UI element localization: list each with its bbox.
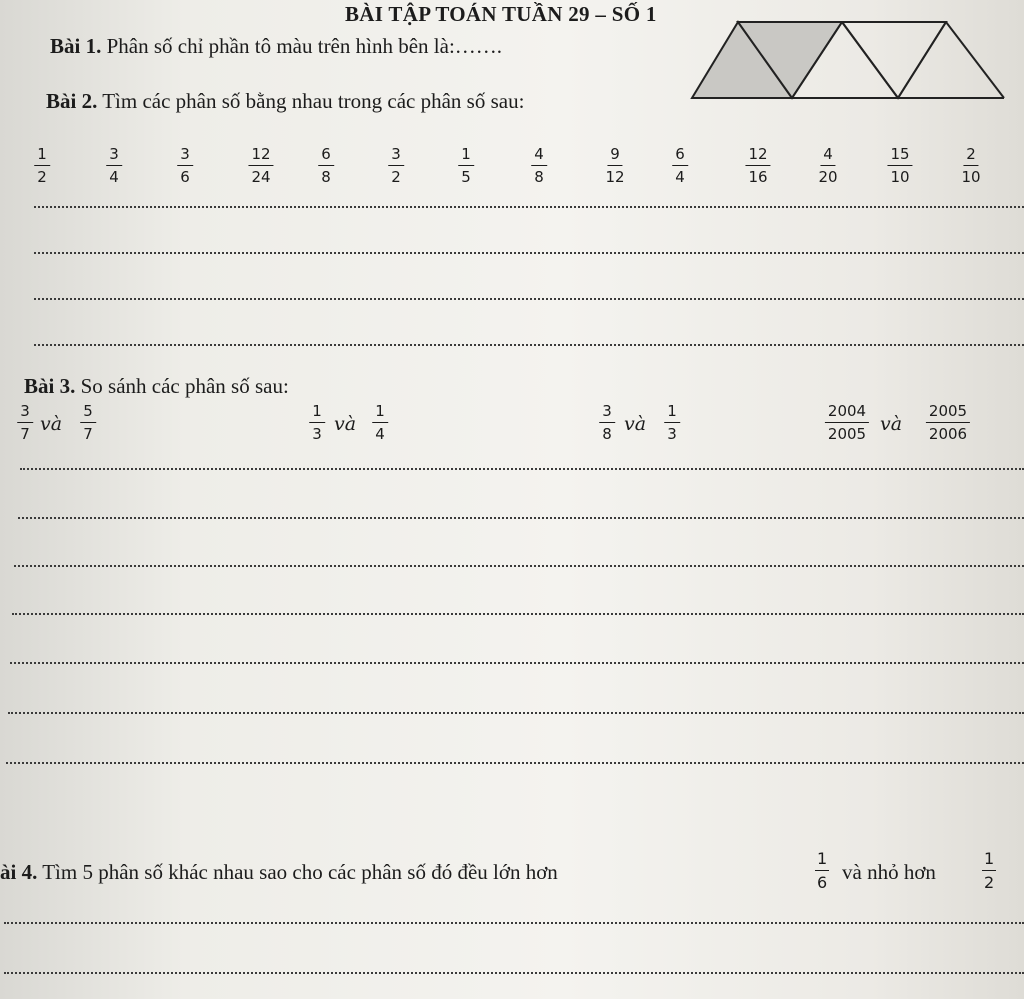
fraction-item: $\frac{12}{16}$ xyxy=(745,146,770,186)
fraction-item: $\frac{1}{2}$ xyxy=(34,146,50,186)
answer-line[interactable] xyxy=(34,206,1024,208)
exercise-4-middle: và nhỏ hơn xyxy=(842,860,936,884)
triangle xyxy=(842,22,946,98)
fraction-item: $\frac{15}{10}$ xyxy=(887,146,912,186)
answer-line[interactable] xyxy=(34,298,1024,300)
answer-line[interactable] xyxy=(34,344,1024,346)
answer-line[interactable] xyxy=(4,922,1024,924)
answer-line[interactable] xyxy=(14,565,1024,567)
fraction-item: $\frac{12}{24}$ xyxy=(248,146,273,186)
worksheet-title: BÀI TẬP TOÁN TUẦN 29 – SỐ 1 xyxy=(345,2,657,26)
fraction-item: $\frac{4}{8}$ xyxy=(531,146,547,186)
compare-fraction-b: $\frac{1}{4}$ xyxy=(372,403,388,443)
answer-line[interactable] xyxy=(6,762,1024,764)
exercise-4-label: ài 4. xyxy=(0,860,38,884)
compare-fraction-b: $\frac{2005}{2006}$ xyxy=(926,403,970,443)
answer-line[interactable] xyxy=(34,252,1024,254)
fraction-item: $\frac{1}{5}$ xyxy=(458,146,474,186)
compare-fraction-a: $\frac{1}{3}$ xyxy=(309,403,325,443)
connector-va: và xyxy=(880,413,903,435)
connector-va: và xyxy=(40,413,63,435)
trapezoid-triangles-figure xyxy=(690,18,1010,103)
exercise-2-label: Bài 2. xyxy=(46,89,98,113)
compare-fraction-a: $\frac{3}{7}$ xyxy=(17,403,33,443)
compare-fraction-a: $\frac{2004}{2005}$ xyxy=(825,403,869,443)
compare-fraction-a: $\frac{3}{8}$ xyxy=(599,403,615,443)
compare-fraction-b: $\frac{5}{7}$ xyxy=(80,403,96,443)
answer-line[interactable] xyxy=(12,613,1024,615)
fraction-item: $\frac{4}{20}$ xyxy=(818,145,838,186)
exercise-1-label: Bài 1. xyxy=(50,34,102,58)
exercise-3-label: Bài 3. xyxy=(24,374,76,398)
fraction-item: $\frac{3}{6}$ xyxy=(177,146,193,186)
exercise-3 xyxy=(24,374,289,399)
connector-va: và xyxy=(334,413,357,435)
exercise-4 xyxy=(0,860,558,885)
exercise-1-text: Phân số chỉ phần tô màu trên hình bên là:……. xyxy=(106,34,503,58)
fraction-item: $\frac{3}{2}$ xyxy=(388,146,404,186)
exercise-1 xyxy=(50,34,502,59)
fraction-item: $\frac{2}{10}$ xyxy=(961,145,981,186)
answer-line[interactable] xyxy=(18,517,1024,519)
figure-right-edge xyxy=(946,22,1004,98)
exercise-3-text: So sánh các phân số sau: xyxy=(80,374,289,398)
answer-line[interactable] xyxy=(8,712,1024,714)
compare-fraction-b: $\frac{1}{3}$ xyxy=(664,403,680,443)
fraction-item: $\frac{9}{12}$ xyxy=(605,145,625,186)
figure-inner-edge xyxy=(898,22,946,98)
fraction-item: $\frac{3}{4}$ xyxy=(106,146,122,186)
answer-line[interactable] xyxy=(4,972,1024,974)
exercise-2-text: Tìm các phân số bằng nhau trong các phân số sau: xyxy=(102,89,525,113)
fraction-upper-bound: $\frac{1}{2}$ xyxy=(984,849,995,892)
connector-va: và xyxy=(624,413,647,435)
answer-line[interactable] xyxy=(10,662,1024,664)
fraction-item: $\frac{6}{4}$ xyxy=(672,146,688,186)
exercise-4-text: Tìm 5 phân số khác nhau sao cho các phân số đó đều lớn hơn xyxy=(42,860,558,884)
exercise-2 xyxy=(46,89,524,114)
fraction-lower-bound: $\frac{1}{6}$ xyxy=(817,849,828,892)
answer-line[interactable] xyxy=(20,468,1024,470)
fraction-item: $\frac{6}{8}$ xyxy=(318,146,334,186)
figure-inner-edge xyxy=(842,22,898,98)
